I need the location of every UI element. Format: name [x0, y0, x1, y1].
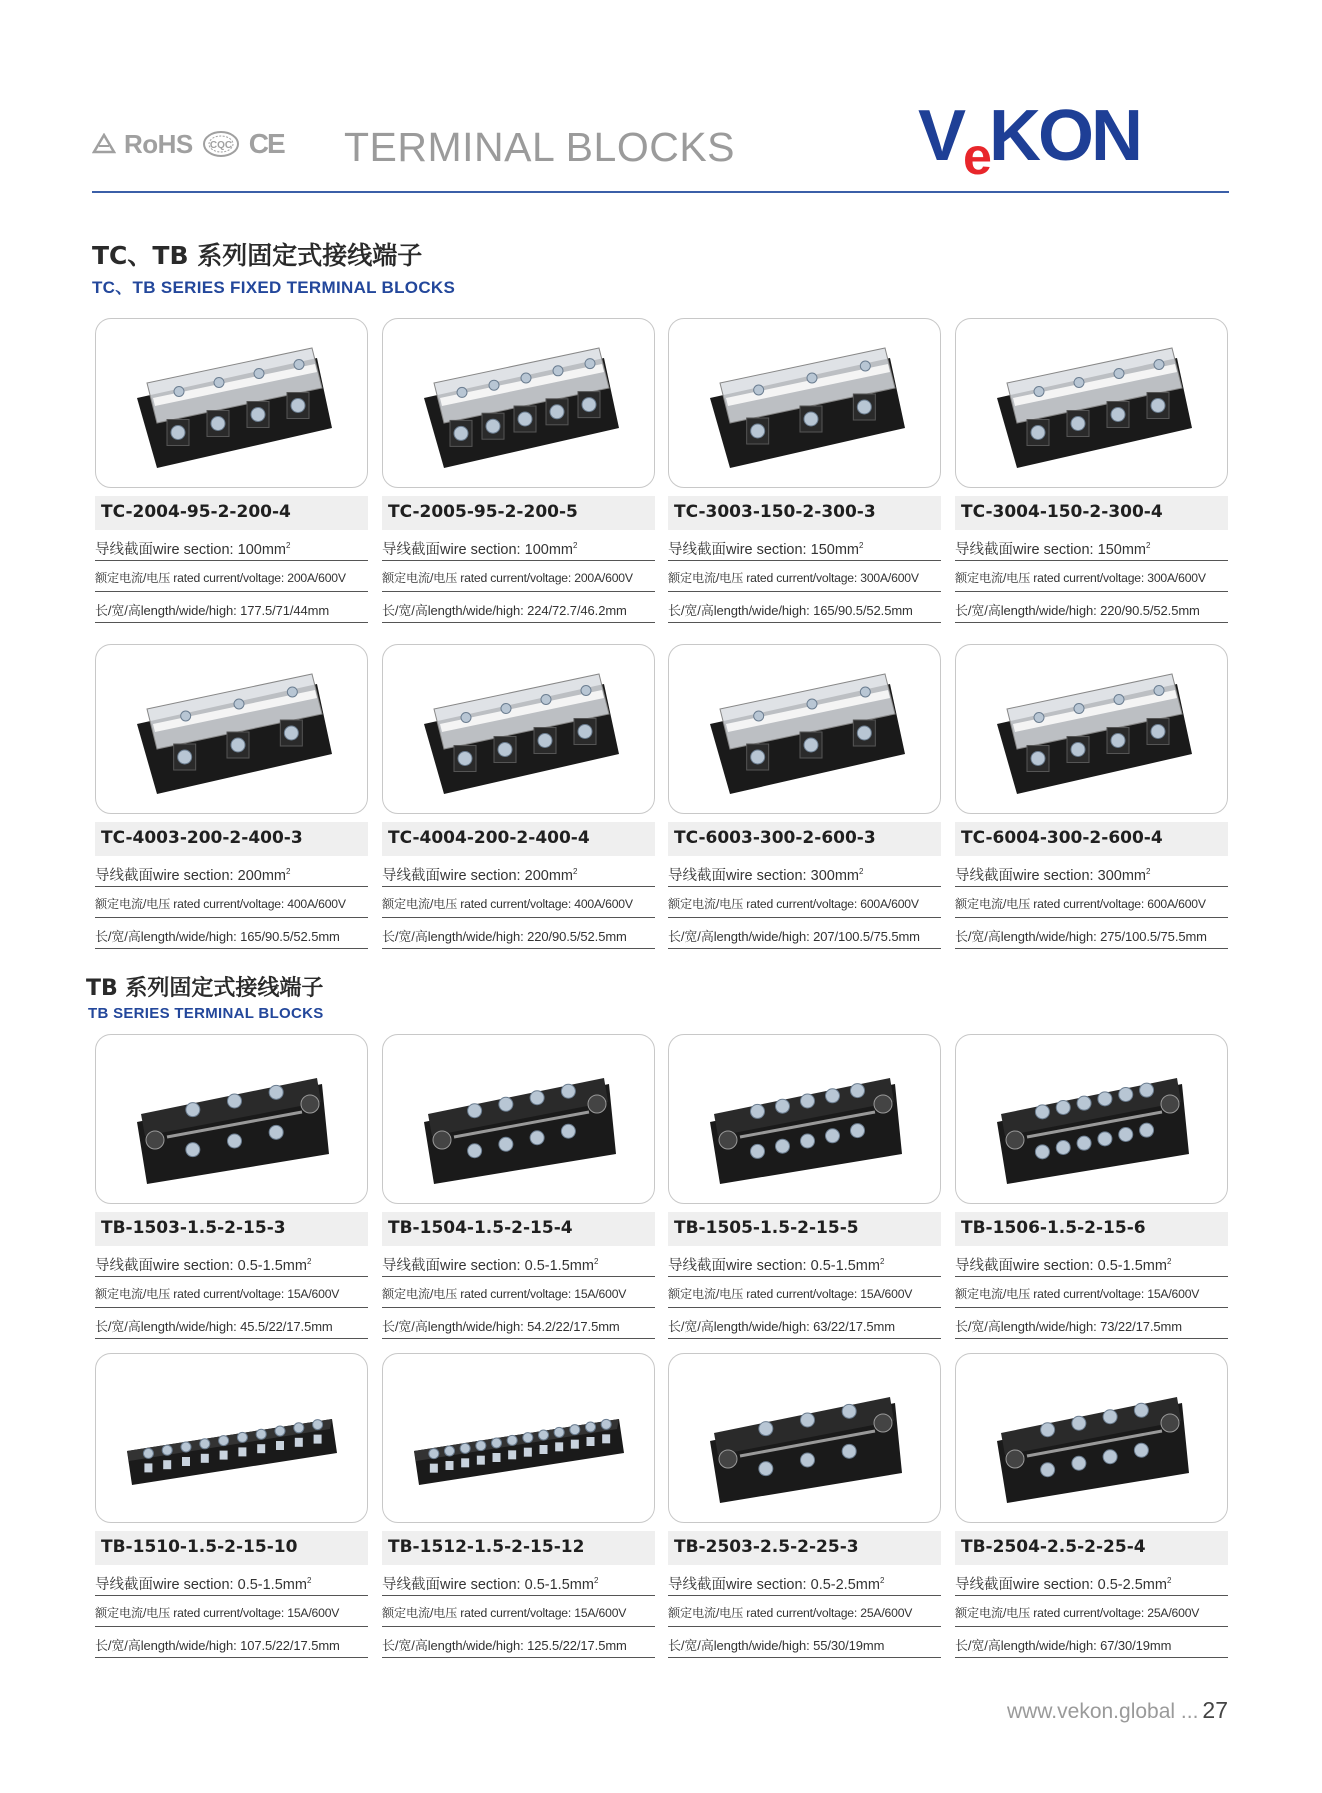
logo-v: V: [918, 100, 964, 176]
spec-value: 25A/600V: [860, 1606, 913, 1620]
spec-label: 导线截面wire section:: [668, 868, 811, 884]
spec-value: 300: [810, 868, 835, 884]
spec-value: 400A/600V: [574, 897, 633, 911]
product-card: [955, 318, 1228, 623]
product-photo: [382, 1034, 655, 1204]
spec-unit-exponent: 2: [593, 1576, 599, 1586]
spec-dimensions: [382, 918, 655, 949]
model-number: TC-4004-200-2-400-4: [382, 822, 655, 856]
section-1-title-en: TC、TB SERIES FIXED TERMINAL BLOCKS: [92, 278, 456, 297]
product-photo: [668, 1353, 941, 1523]
spec-wire-section: [95, 1246, 368, 1277]
spec-label: 额定电流/电压 rated current/voltage:: [382, 1287, 575, 1301]
spec-value: 400A/600V: [287, 897, 346, 911]
footer: [1007, 1697, 1228, 1724]
product-card: [382, 1353, 655, 1658]
spec-value: 300A/600V: [860, 571, 919, 585]
spec-value: 200: [237, 868, 262, 884]
spec-unit: mm: [569, 1258, 594, 1274]
spec-value: 220/90.5/52.5mm: [527, 929, 627, 944]
spec-label: 导线截面wire section:: [382, 1258, 525, 1274]
spec-label: 导线截面wire section:: [668, 1258, 811, 1274]
spec-label: 长/宽/高length/wide/high:: [955, 1319, 1101, 1334]
spec-value: 207/100.5/75.5mm: [813, 929, 920, 944]
spec-dimensions: [955, 918, 1228, 949]
spec-label: 长/宽/高length/wide/high:: [382, 1319, 528, 1334]
model-number: TC-6004-300-2-600-4: [955, 822, 1228, 856]
spec-label: 额定电流/电压 rated current/voltage:: [95, 897, 288, 911]
spec-wire-section: [382, 1565, 655, 1596]
spec-unit: mm: [548, 868, 573, 884]
spec-wire-section: [955, 530, 1228, 561]
spec-wire-section: [95, 856, 368, 887]
safety-triangle-icon: [92, 133, 116, 155]
spec-unit: mm: [261, 542, 286, 558]
product-photo: [955, 644, 1228, 814]
spec-value: 73/22/17.5mm: [1100, 1319, 1183, 1334]
spec-wire-section: [668, 530, 941, 561]
spec-wire-section: [955, 1246, 1228, 1277]
spec-value: 100: [237, 542, 262, 558]
model-number: TB-2504-2.5-2-25-4: [955, 1531, 1228, 1565]
product-card: [95, 644, 368, 949]
spec-label: 导线截面wire section:: [95, 868, 238, 884]
spec-wire-section: [668, 1246, 941, 1277]
spec-value: 0.5-1.5: [237, 1258, 283, 1274]
product-photo: [95, 1034, 368, 1204]
spec-value: 600A/600V: [860, 897, 919, 911]
product-photo: [382, 644, 655, 814]
spec-unit: mm: [1121, 868, 1146, 884]
spec-unit: mm: [282, 1258, 307, 1274]
product-card: [95, 1034, 368, 1339]
spec-wire-section: [955, 856, 1228, 887]
spec-dimensions: [95, 918, 368, 949]
spec-dimensions: [955, 592, 1228, 623]
spec-value: 177.5/71/44mm: [240, 603, 330, 618]
spec-unit-exponent: 2: [286, 541, 291, 551]
spec-value: 0.5-1.5: [810, 1258, 856, 1274]
spec-unit-exponent: 2: [286, 867, 291, 877]
spec-label: 长/宽/高length/wide/high:: [95, 1638, 241, 1653]
spec-label: 额定电流/电压 rated current/voltage:: [95, 1606, 288, 1620]
spec-value: 150: [1097, 542, 1122, 558]
spec-value: 150: [810, 542, 835, 558]
product-photo: [668, 644, 941, 814]
model-number: TC-2004-95-2-200-4: [95, 496, 368, 530]
spec-unit-exponent: 2: [573, 867, 578, 877]
model-number: TC-4003-200-2-400-3: [95, 822, 368, 856]
spec-rated: [668, 561, 941, 592]
spec-unit: mm: [548, 542, 573, 558]
spec-unit-exponent: 2: [1146, 867, 1151, 877]
logo-e: e: [963, 128, 989, 178]
spec-label: 长/宽/高length/wide/high:: [95, 929, 241, 944]
vekon-logo: [918, 100, 1228, 178]
terminal-block-photo: [117, 1044, 347, 1194]
model-number: TC-3003-150-2-300-3: [668, 496, 941, 530]
spec-label: 长/宽/高length/wide/high:: [95, 603, 241, 618]
spec-wire-section: [668, 856, 941, 887]
ce-mark: CE: [248, 128, 284, 159]
spec-unit-exponent: 2: [859, 541, 864, 551]
spec-label: 额定电流/电压 rated current/voltage:: [955, 571, 1148, 585]
spec-label: 导线截面wire section:: [95, 1577, 238, 1593]
spec-label: 导线截面wire section:: [382, 1577, 525, 1593]
product-card: [668, 1353, 941, 1658]
spec-label: 长/宽/高length/wide/high:: [382, 929, 528, 944]
spec-value: 15A/600V: [574, 1287, 627, 1301]
spec-rated: [668, 1596, 941, 1627]
spec-value: 220/90.5/52.5mm: [1100, 603, 1200, 618]
section-2-title-cn: TB 系列固定式接线端子: [86, 976, 324, 1001]
section-1-title-cn: TC、TB 系列固定式接线端子: [92, 241, 423, 270]
spec-label: 额定电流/电压 rated current/voltage:: [668, 1287, 861, 1301]
certification-logos: [92, 128, 284, 160]
terminal-block-photo: [117, 654, 347, 804]
spec-label: 导线截面wire section:: [668, 1577, 811, 1593]
spec-rated: [955, 887, 1228, 918]
spec-value: 200: [524, 868, 549, 884]
spec-unit: mm: [855, 1258, 880, 1274]
spec-value: 63/22/17.5mm: [813, 1319, 896, 1334]
spec-unit-exponent: 2: [1146, 541, 1151, 551]
terminal-block-photo: [977, 328, 1207, 478]
spec-unit: mm: [834, 868, 859, 884]
spec-dimensions: [382, 1627, 655, 1658]
spec-unit: mm: [1142, 1577, 1167, 1593]
spec-unit-exponent: 2: [1166, 1576, 1172, 1586]
page-number: 27: [1202, 1697, 1228, 1723]
spec-rated: [955, 1596, 1228, 1627]
product-photo: [95, 318, 368, 488]
spec-rated: [95, 887, 368, 918]
terminal-block-photo: [690, 328, 920, 478]
terminal-block-photo: [404, 654, 634, 804]
product-card: [668, 318, 941, 623]
spec-label: 长/宽/高length/wide/high:: [668, 1319, 814, 1334]
footer-url: www.vekon.global ...: [1006, 1700, 1199, 1723]
spec-rated: [95, 561, 368, 592]
spec-rated: [668, 887, 941, 918]
spec-label: 长/宽/高length/wide/high:: [955, 603, 1101, 618]
spec-unit: mm: [261, 868, 286, 884]
terminal-block-photo: [690, 1044, 920, 1194]
product-card: [95, 318, 368, 623]
model-number: TC-2005-95-2-200-5: [382, 496, 655, 530]
spec-value: 15A/600V: [287, 1287, 340, 1301]
spec-rated: [955, 561, 1228, 592]
spec-value: 67/30/19mm: [1100, 1638, 1172, 1653]
terminal-block-photo: [690, 654, 920, 804]
spec-value: 15A/600V: [287, 1606, 340, 1620]
terminal-block-photo: [977, 1044, 1207, 1194]
spec-dimensions: [95, 1308, 368, 1339]
spec-label: 额定电流/电压 rated current/voltage:: [955, 897, 1148, 911]
terminal-block-photo: [404, 1044, 634, 1194]
spec-dimensions: [382, 1308, 655, 1339]
spec-label: 导线截面wire section:: [382, 868, 525, 884]
spec-value: 0.5-1.5: [524, 1258, 570, 1274]
logo-kon: KON: [988, 100, 1140, 176]
spec-value: 0.5-2.5: [810, 1577, 856, 1593]
spec-unit: mm: [855, 1577, 880, 1593]
spec-value: 54.2/22/17.5mm: [527, 1319, 620, 1334]
spec-value: 15A/600V: [860, 1287, 913, 1301]
spec-label: 额定电流/电压 rated current/voltage:: [382, 1606, 575, 1620]
spec-value: 25A/600V: [1147, 1606, 1200, 1620]
spec-rated: [382, 561, 655, 592]
model-number: TB-1512-1.5-2-15-12: [382, 1531, 655, 1565]
section-2-title-en: TB SERIES TERMINAL BLOCKS: [88, 1005, 324, 1022]
model-number: TB-1504-1.5-2-15-4: [382, 1212, 655, 1246]
spec-value: 100: [524, 542, 549, 558]
spec-label: 长/宽/高length/wide/high:: [95, 1319, 241, 1334]
spec-value: 165/90.5/52.5mm: [240, 929, 340, 944]
spec-wire-section: [668, 1565, 941, 1596]
page-title: TERMINAL BLOCKS: [344, 124, 736, 170]
spec-value: 300: [1097, 868, 1122, 884]
spec-value: 300A/600V: [1147, 571, 1206, 585]
spec-unit-exponent: 2: [306, 1576, 312, 1586]
spec-unit-exponent: 2: [573, 541, 578, 551]
spec-value: 224/72.7/46.2mm: [527, 603, 627, 618]
model-number: TB-1510-1.5-2-15-10: [95, 1531, 368, 1565]
spec-unit-exponent: 2: [306, 1257, 312, 1267]
spec-label: 额定电流/电压 rated current/voltage:: [955, 1606, 1148, 1620]
spec-label: 导线截面wire section:: [382, 542, 525, 558]
product-card: [382, 318, 655, 623]
spec-unit-exponent: 2: [1166, 1257, 1172, 1267]
spec-dimensions: [668, 918, 941, 949]
spec-label: 额定电流/电压 rated current/voltage:: [668, 1606, 861, 1620]
spec-label: 长/宽/高length/wide/high:: [955, 929, 1101, 944]
spec-value: 0.5-1.5: [237, 1577, 283, 1593]
model-number: TB-1505-1.5-2-15-5: [668, 1212, 941, 1246]
product-photo: [382, 318, 655, 488]
terminal-block-photo: [117, 1363, 347, 1513]
spec-label: 额定电流/电压 rated current/voltage:: [382, 571, 575, 585]
spec-value: 0.5-1.5: [1097, 1258, 1143, 1274]
product-card: [668, 644, 941, 949]
model-number: TC-3004-150-2-300-4: [955, 496, 1228, 530]
spec-label: 长/宽/高length/wide/high:: [668, 1638, 814, 1653]
spec-unit: mm: [569, 1577, 594, 1593]
spec-label: 导线截面wire section:: [95, 542, 238, 558]
cqc-seal-icon: [201, 130, 241, 158]
spec-value: 200A/600V: [574, 571, 633, 585]
spec-unit-exponent: 2: [593, 1257, 599, 1267]
spec-label: 导线截面wire section:: [955, 542, 1098, 558]
spec-label: 导线截面wire section:: [95, 1258, 238, 1274]
product-photo: [955, 318, 1228, 488]
product-photo: [668, 1034, 941, 1204]
spec-dimensions: [955, 1308, 1228, 1339]
product-card: [955, 1034, 1228, 1339]
model-number: TB-2503-2.5-2-25-3: [668, 1531, 941, 1565]
spec-label: 长/宽/高length/wide/high:: [668, 603, 814, 618]
spec-rated: [955, 1277, 1228, 1308]
spec-unit-exponent: 2: [859, 867, 864, 877]
spec-label: 长/宽/高length/wide/high:: [668, 929, 814, 944]
spec-value: 107.5/22/17.5mm: [240, 1638, 340, 1653]
spec-dimensions: [95, 1627, 368, 1658]
spec-value: 15A/600V: [1147, 1287, 1200, 1301]
spec-value: 45.5/22/17.5mm: [240, 1319, 333, 1334]
terminal-block-photo: [404, 1363, 634, 1513]
spec-rated: [382, 1277, 655, 1308]
spec-unit-exponent: 2: [879, 1576, 885, 1586]
spec-unit: mm: [1121, 542, 1146, 558]
terminal-block-photo: [977, 654, 1207, 804]
spec-rated: [668, 1277, 941, 1308]
spec-dimensions: [955, 1627, 1228, 1658]
spec-value: 55/30/19mm: [813, 1638, 885, 1653]
spec-label: 额定电流/电压 rated current/voltage:: [95, 1287, 288, 1301]
spec-label: 导线截面wire section:: [955, 868, 1098, 884]
terminal-block-photo: [117, 328, 347, 478]
terminal-block-photo: [977, 1363, 1207, 1513]
spec-unit: mm: [282, 1577, 307, 1593]
product-card: [955, 1353, 1228, 1658]
spec-label: 导线截面wire section:: [955, 1577, 1098, 1593]
spec-rated: [95, 1596, 368, 1627]
spec-label: 长/宽/高length/wide/high:: [955, 1638, 1101, 1653]
product-card: [382, 1034, 655, 1339]
product-photo: [955, 1034, 1228, 1204]
model-number: TB-1503-1.5-2-15-3: [95, 1212, 368, 1246]
spec-label: 额定电流/电压 rated current/voltage:: [955, 1287, 1148, 1301]
spec-unit-exponent: 2: [879, 1257, 885, 1267]
spec-wire-section: [382, 530, 655, 561]
spec-dimensions: [668, 1627, 941, 1658]
spec-wire-section: [955, 1565, 1228, 1596]
spec-label: 额定电流/电压 rated current/voltage:: [382, 897, 575, 911]
spec-value: 165/90.5/52.5mm: [813, 603, 913, 618]
spec-wire-section: [95, 530, 368, 561]
product-card: [668, 1034, 941, 1339]
spec-unit: mm: [1142, 1258, 1167, 1274]
spec-rated: [382, 887, 655, 918]
header-rule: [92, 191, 1229, 193]
product-photo: [668, 318, 941, 488]
spec-wire-section: [382, 1246, 655, 1277]
spec-wire-section: [382, 856, 655, 887]
spec-rated: [382, 1596, 655, 1627]
spec-value: 125.5/22/17.5mm: [527, 1638, 627, 1653]
terminal-block-photo: [690, 1363, 920, 1513]
spec-value: 0.5-1.5: [524, 1577, 570, 1593]
spec-label: 导线截面wire section:: [668, 542, 811, 558]
product-card: [955, 644, 1228, 949]
spec-dimensions: [668, 1308, 941, 1339]
rohs-mark: RoHS: [124, 128, 193, 159]
spec-value: 0.5-2.5: [1097, 1577, 1143, 1593]
product-photo: [382, 1353, 655, 1523]
spec-dimensions: [668, 592, 941, 623]
vekon-logo-text: [918, 100, 1140, 178]
spec-dimensions: [95, 592, 368, 623]
cqc-seal-text: CQC: [209, 140, 232, 151]
spec-label: 导线截面wire section:: [955, 1258, 1098, 1274]
spec-dimensions: [382, 592, 655, 623]
terminal-block-photo: [404, 328, 634, 478]
spec-label: 长/宽/高length/wide/high:: [382, 603, 528, 618]
spec-value: 15A/600V: [574, 1606, 627, 1620]
model-number: TB-1506-1.5-2-15-6: [955, 1212, 1228, 1246]
spec-rated: [95, 1277, 368, 1308]
spec-unit: mm: [834, 542, 859, 558]
spec-label: 额定电流/电压 rated current/voltage:: [668, 571, 861, 585]
spec-label: 额定电流/电压 rated current/voltage:: [668, 897, 861, 911]
spec-value: 600A/600V: [1147, 897, 1206, 911]
spec-label: 长/宽/高length/wide/high:: [382, 1638, 528, 1653]
spec-value: 275/100.5/75.5mm: [1100, 929, 1207, 944]
spec-label: 额定电流/电压 rated current/voltage:: [95, 571, 288, 585]
product-photo: [95, 644, 368, 814]
product-card: [382, 644, 655, 949]
product-photo: [95, 1353, 368, 1523]
model-number: TC-6003-300-2-600-3: [668, 822, 941, 856]
spec-wire-section: [95, 1565, 368, 1596]
spec-value: 200A/600V: [287, 571, 346, 585]
product-photo: [955, 1353, 1228, 1523]
product-card: [95, 1353, 368, 1658]
